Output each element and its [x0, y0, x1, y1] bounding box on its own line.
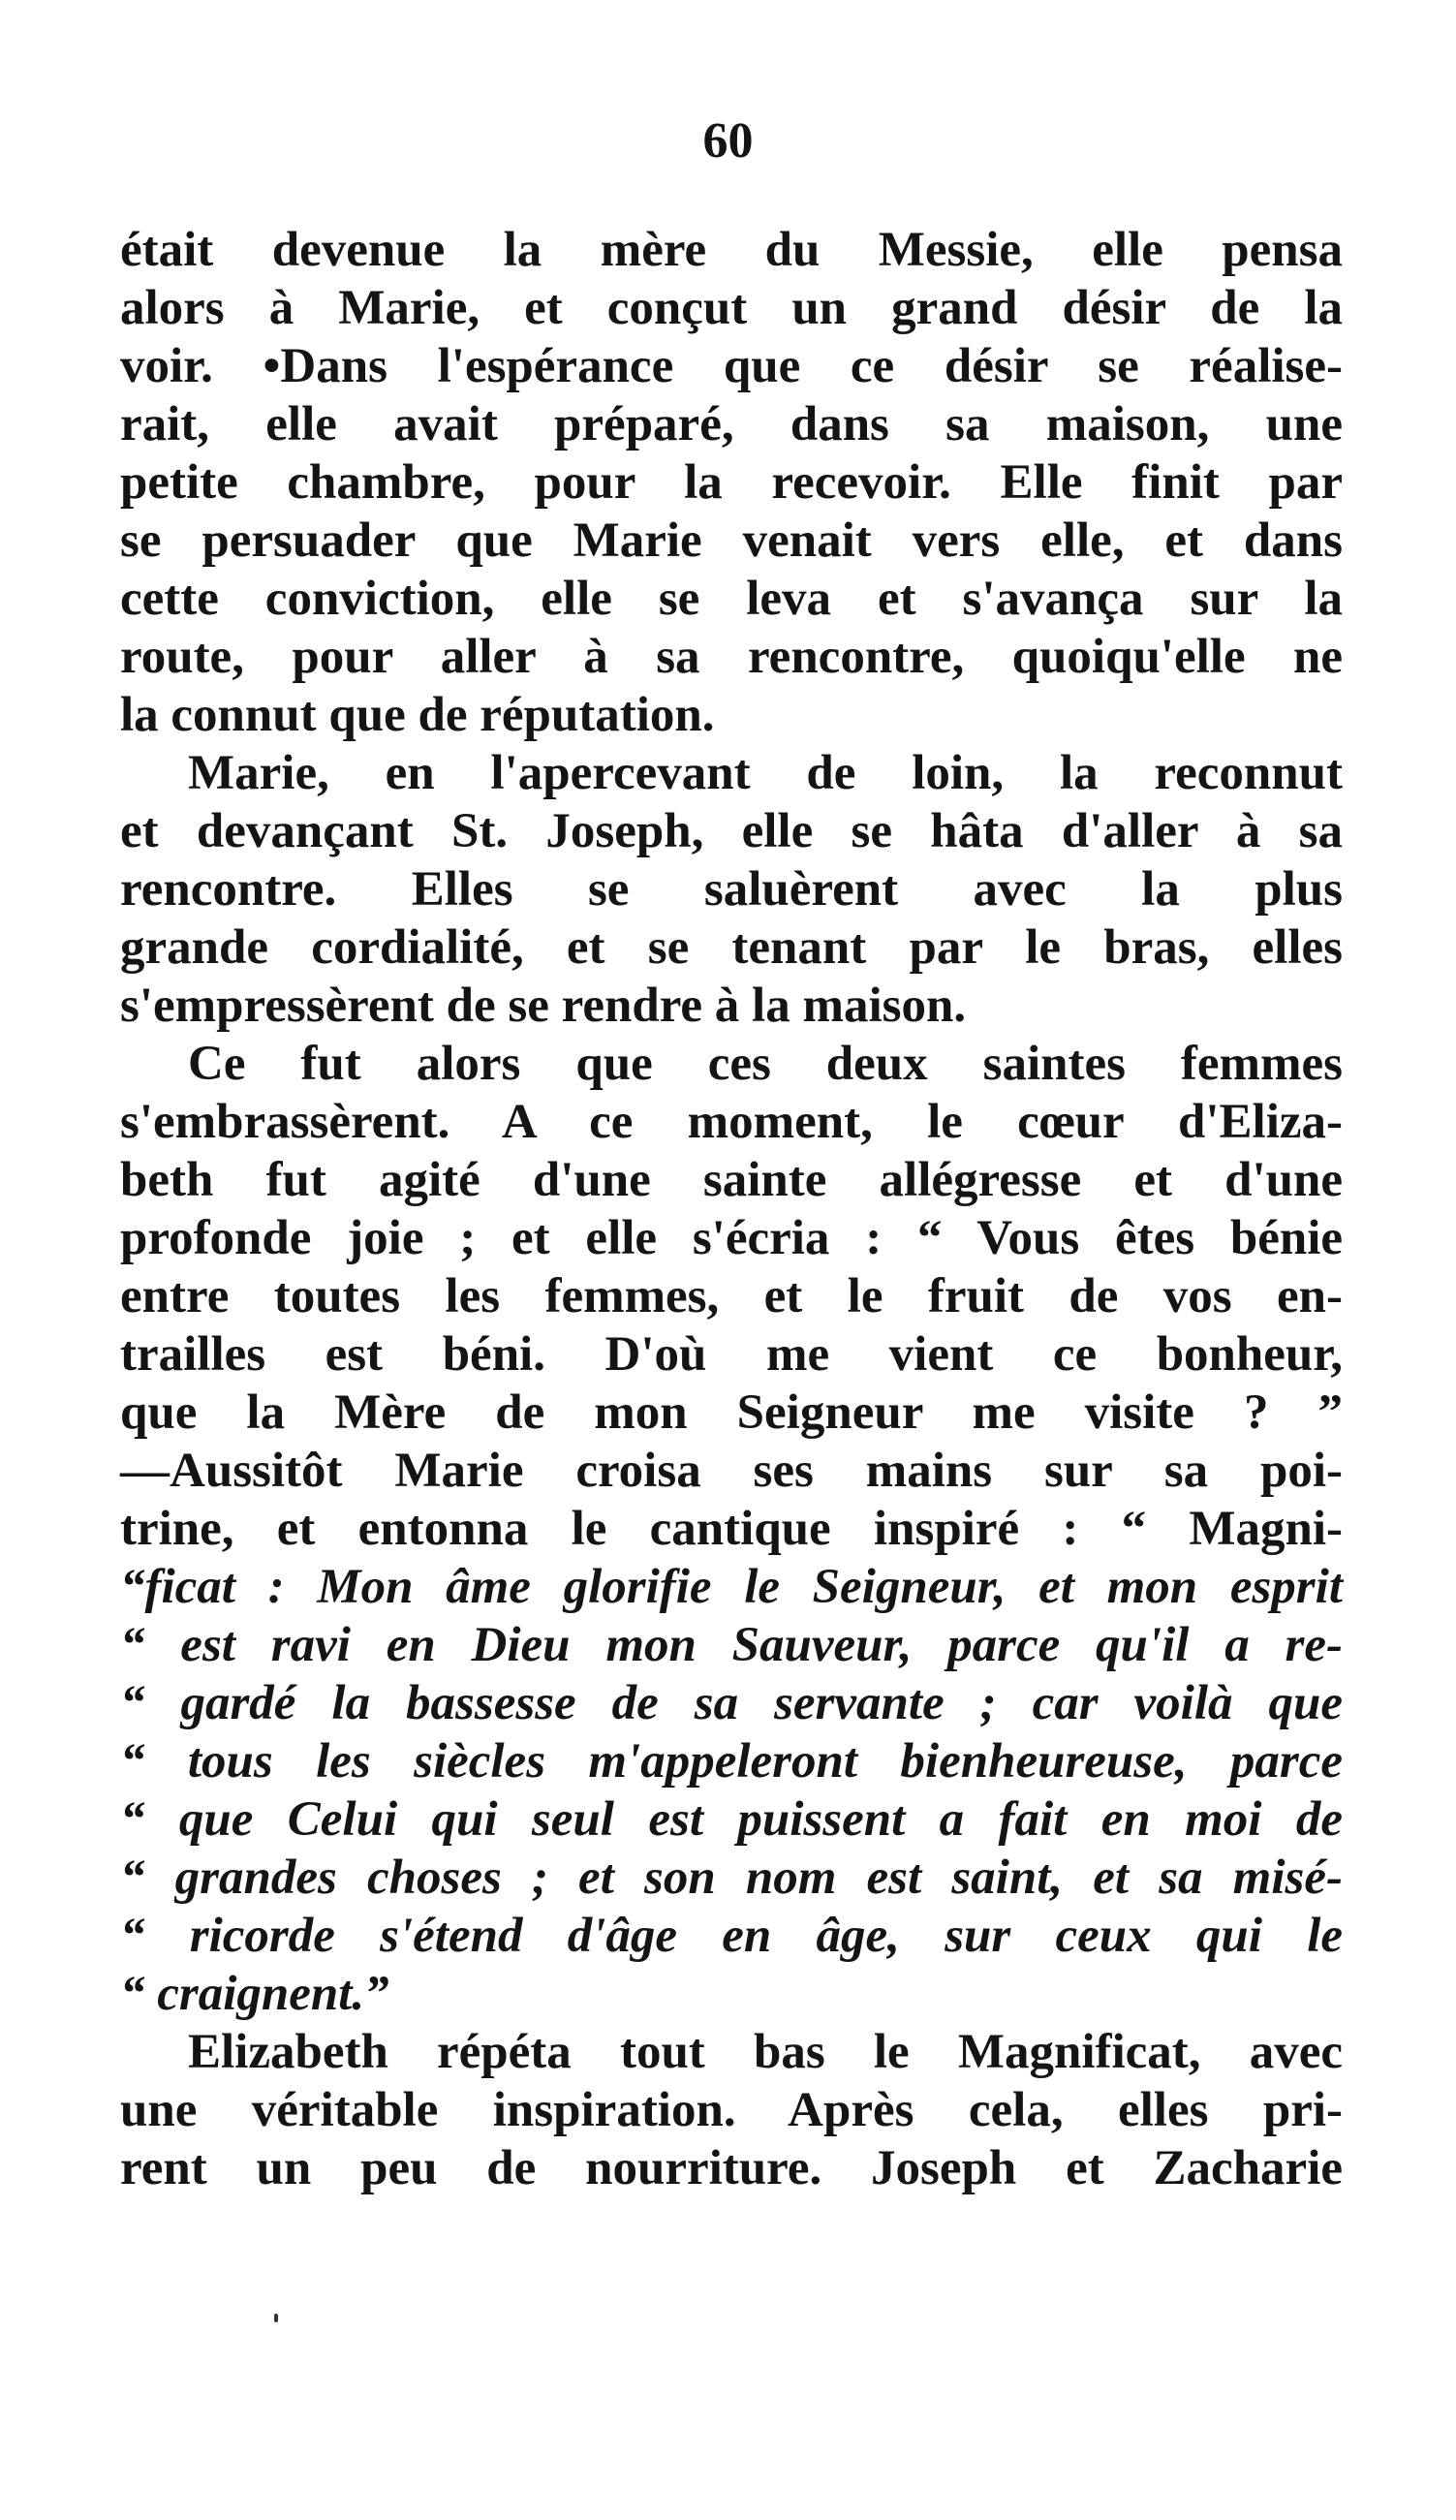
paragraph-first-line: Elizabeth répéta tout bas le Magnificat, avec — [188, 2025, 1343, 2079]
text-line: était devenue la mère du Messie, elle pensa — [120, 223, 1343, 277]
text-line: cette conviction, elle se leva et s'avança sur la — [120, 572, 1343, 626]
canticle-line: “ craignent.” — [120, 1967, 389, 2021]
text-line: profonde joie ; et elle s'écria : “ Vous êtes bénie — [120, 1211, 1343, 1265]
canticle-line: “ tous les siècles m'appeleront bienheureuse, parce — [120, 1734, 1343, 1789]
text-line: et devançant St. Joseph, elle se hâta d'aller à sa — [120, 804, 1343, 858]
text-line: une véritable inspiration. Après cela, elles pri- — [120, 2083, 1343, 2137]
text-line: s'empressèrent de se rendre à la maison. — [120, 979, 967, 1033]
canticle-line: “ficat : Mon âme glorifie le Seigneur, et mon esprit — [120, 1560, 1343, 1614]
text-line: beth fut agité d'une sainte allégresse et d'une — [120, 1153, 1343, 1207]
canticle-line: “ ricorde s'étend d'âge en âge, sur ceux qui le — [120, 1909, 1343, 1963]
canticle-line: “ gardé la bassesse de sa servante ; car voilà que — [120, 1676, 1343, 1730]
text-line: grande cordialité, et se tenant par le bras, elles — [120, 920, 1343, 975]
body-text — [120, 221, 1343, 2197]
text-line: rencontre. Elles se saluèrent avec la plus — [120, 862, 1343, 917]
text-line: —Aussitôt Marie croisa ses mains sur sa poi- — [120, 1444, 1343, 1498]
canticle-line: “ grandes choses ; et son nom est saint, et sa misé- — [120, 1851, 1343, 1905]
print-speck — [274, 2314, 278, 2322]
text-line: entre toutes les femmes, et le fruit de vos en- — [120, 1269, 1343, 1323]
text-line: petite chambre, pour la recevoir. Elle finit par — [120, 455, 1343, 510]
paragraph-first-line: Marie, en l'apercevant de loin, la reconnut — [188, 746, 1343, 800]
paragraph-first-line: Ce fut alors que ces deux saintes femmes — [188, 1037, 1343, 1091]
page-number: 60 — [702, 113, 754, 169]
text-line: que la Mère de mon Seigneur me visite ? ” — [120, 1385, 1343, 1440]
text-line: se persuader que Marie venait vers elle, et dans — [120, 513, 1343, 568]
canticle-line: “ que Celui qui seul est puissent a fait en moi de — [120, 1792, 1343, 1847]
text-line: alors à Marie, et conçut un grand désir de la — [120, 281, 1343, 335]
text-line: trailles est béni. D'où me vient ce bonheur, — [120, 1327, 1343, 1382]
canticle-line: “ est ravi en Dieu mon Sauveur, parce qu'il a re- — [120, 1618, 1343, 1672]
text-line: rait, elle avait préparé, dans sa maison, une — [120, 397, 1343, 451]
text-line: s'embrassèrent. A ce moment, le cœur d'Eliza- — [120, 1095, 1343, 1149]
text-line: la connut que de réputation. — [120, 688, 715, 742]
text-line: route, pour aller à sa rencontre, quoiqu'elle ne — [120, 630, 1343, 684]
text-line: rent un peu de nourriture. Joseph et Zacharie — [120, 2141, 1343, 2195]
text-line: voir. •Dans l'espérance que ce désir se réalise- — [120, 339, 1343, 393]
text-line: trine, et entonna le cantique inspiré : “ Magni- — [120, 1502, 1343, 1556]
